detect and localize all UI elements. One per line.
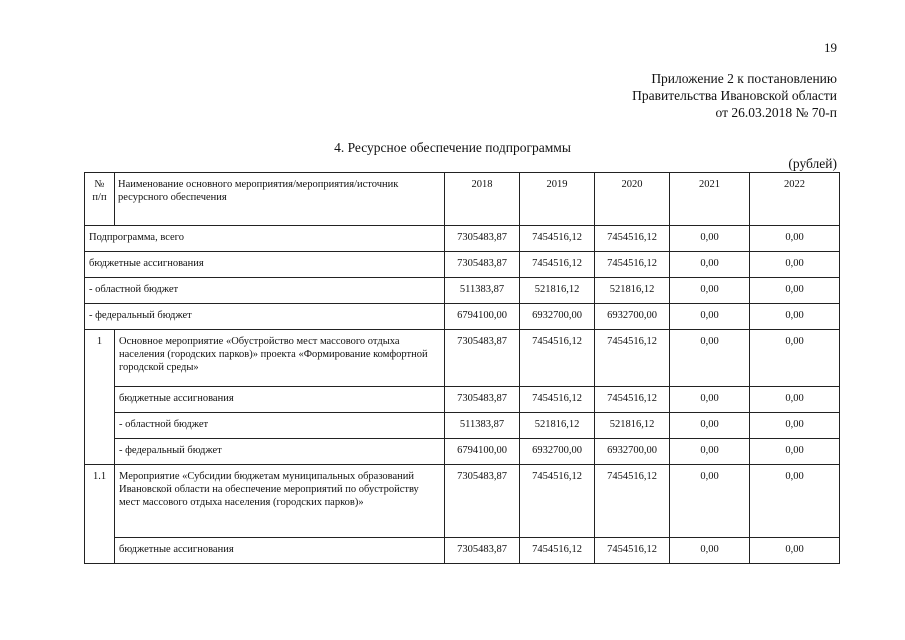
- row-value-2022: 0,00: [750, 538, 840, 564]
- row-name: бюджетные ассигнования: [115, 387, 445, 413]
- table-row: [85, 226, 840, 252]
- row-name: - федеральный бюджет: [115, 439, 445, 465]
- row-value-2021: 0,00: [670, 278, 750, 304]
- row-value-2019: 7454516,12: [520, 538, 595, 564]
- row-value-2018: 7305483,87: [445, 387, 520, 413]
- row-name: - областной бюджет: [85, 278, 445, 304]
- row-value-2019: 6932700,00: [520, 439, 595, 465]
- row-value-2020: 6932700,00: [595, 439, 670, 465]
- row-value-2018: 7305483,87: [445, 252, 520, 278]
- page-number: 19: [824, 40, 837, 55]
- resource-table: [84, 172, 840, 564]
- row-number: 1.1: [85, 465, 115, 564]
- row-value-2021: 0,00: [670, 538, 750, 564]
- table-row: [85, 304, 840, 330]
- row-value-2022: 0,00: [750, 278, 840, 304]
- row-value-2021: 0,00: [670, 465, 750, 538]
- row-value-2020: 7454516,12: [595, 252, 670, 278]
- row-value-2021: 0,00: [670, 252, 750, 278]
- table-row: [85, 387, 840, 413]
- row-value-2019: 521816,12: [520, 278, 595, 304]
- row-value-2022: 0,00: [750, 387, 840, 413]
- header-num: № п/п: [85, 173, 115, 226]
- appendix-line-2: Правительства Ивановской области: [632, 88, 837, 103]
- row-value-2021: 0,00: [670, 439, 750, 465]
- row-name: бюджетные ассигнования: [85, 252, 445, 278]
- table-row: [85, 413, 840, 439]
- row-value-2018: 6794100,00: [445, 439, 520, 465]
- row-value-2020: 521816,12: [595, 278, 670, 304]
- header-year-2019: 2019: [520, 173, 595, 226]
- row-value-2021: 0,00: [670, 330, 750, 387]
- table-header-row: [85, 173, 840, 226]
- appendix-line-1: Приложение 2 к постановлению: [651, 71, 837, 86]
- row-value-2020: 7454516,12: [595, 330, 670, 387]
- row-value-2018: 7305483,87: [445, 226, 520, 252]
- row-value-2021: 0,00: [670, 226, 750, 252]
- row-value-2019: 7454516,12: [520, 226, 595, 252]
- row-value-2018: 6794100,00: [445, 304, 520, 330]
- row-value-2019: 6932700,00: [520, 304, 595, 330]
- header-year-2020: 2020: [595, 173, 670, 226]
- row-value-2018: 7305483,87: [445, 330, 520, 387]
- row-name: бюджетные ассигнования: [115, 538, 445, 564]
- row-number: 1: [85, 330, 115, 465]
- row-value-2022: 0,00: [750, 252, 840, 278]
- row-value-2022: 0,00: [750, 465, 840, 538]
- row-value-2022: 0,00: [750, 413, 840, 439]
- row-value-2021: 0,00: [670, 304, 750, 330]
- row-name: - федеральный бюджет: [85, 304, 445, 330]
- row-value-2020: 7454516,12: [595, 465, 670, 538]
- table-row: [85, 278, 840, 304]
- header-year-2021: 2021: [670, 173, 750, 226]
- table-row: [85, 465, 840, 538]
- row-name: Мероприятие «Субсидии бюджетам муниципальных образований Ивановской области на обеспечение мероприятий по обустройству мест массового отдыха населения (городских парков)»: [115, 465, 445, 538]
- row-value-2022: 0,00: [750, 304, 840, 330]
- row-value-2022: 0,00: [750, 330, 840, 387]
- header-name: Наименование основного мероприятия/мероприятия/источник ресурсного обеспечения: [115, 173, 445, 226]
- row-value-2019: 7454516,12: [520, 252, 595, 278]
- header-year-2022: 2022: [750, 173, 840, 226]
- units-label: (рублей): [788, 156, 837, 171]
- row-name: - областной бюджет: [115, 413, 445, 439]
- section-title: 4. Ресурсное обеспечение подпрограммы: [334, 140, 571, 155]
- header-year-2018: 2018: [445, 173, 520, 226]
- appendix-line-3: от 26.03.2018 № 70-п: [715, 105, 837, 120]
- row-value-2020: 7454516,12: [595, 226, 670, 252]
- row-value-2021: 0,00: [670, 413, 750, 439]
- row-value-2022: 0,00: [750, 439, 840, 465]
- row-value-2019: 7454516,12: [520, 387, 595, 413]
- table-row: [85, 439, 840, 465]
- row-value-2018: 511383,87: [445, 278, 520, 304]
- table-row: [85, 538, 840, 564]
- row-value-2022: 0,00: [750, 226, 840, 252]
- row-value-2018: 7305483,87: [445, 538, 520, 564]
- row-value-2019: 7454516,12: [520, 330, 595, 387]
- table-row: [85, 330, 840, 387]
- row-value-2020: 7454516,12: [595, 387, 670, 413]
- row-name: Подпрограмма, всего: [85, 226, 445, 252]
- row-value-2019: 521816,12: [520, 413, 595, 439]
- row-value-2019: 7454516,12: [520, 465, 595, 538]
- row-value-2018: 7305483,87: [445, 465, 520, 538]
- row-value-2020: 6932700,00: [595, 304, 670, 330]
- appendix-reference: [632, 70, 837, 121]
- table-row: [85, 252, 840, 278]
- row-value-2021: 0,00: [670, 387, 750, 413]
- row-value-2020: 521816,12: [595, 413, 670, 439]
- row-value-2018: 511383,87: [445, 413, 520, 439]
- row-name: Основное мероприятие «Обустройство мест массового отдыха населения (городских парков)» проекта «Формирование комфортной городской среды»: [115, 330, 445, 387]
- row-value-2020: 7454516,12: [595, 538, 670, 564]
